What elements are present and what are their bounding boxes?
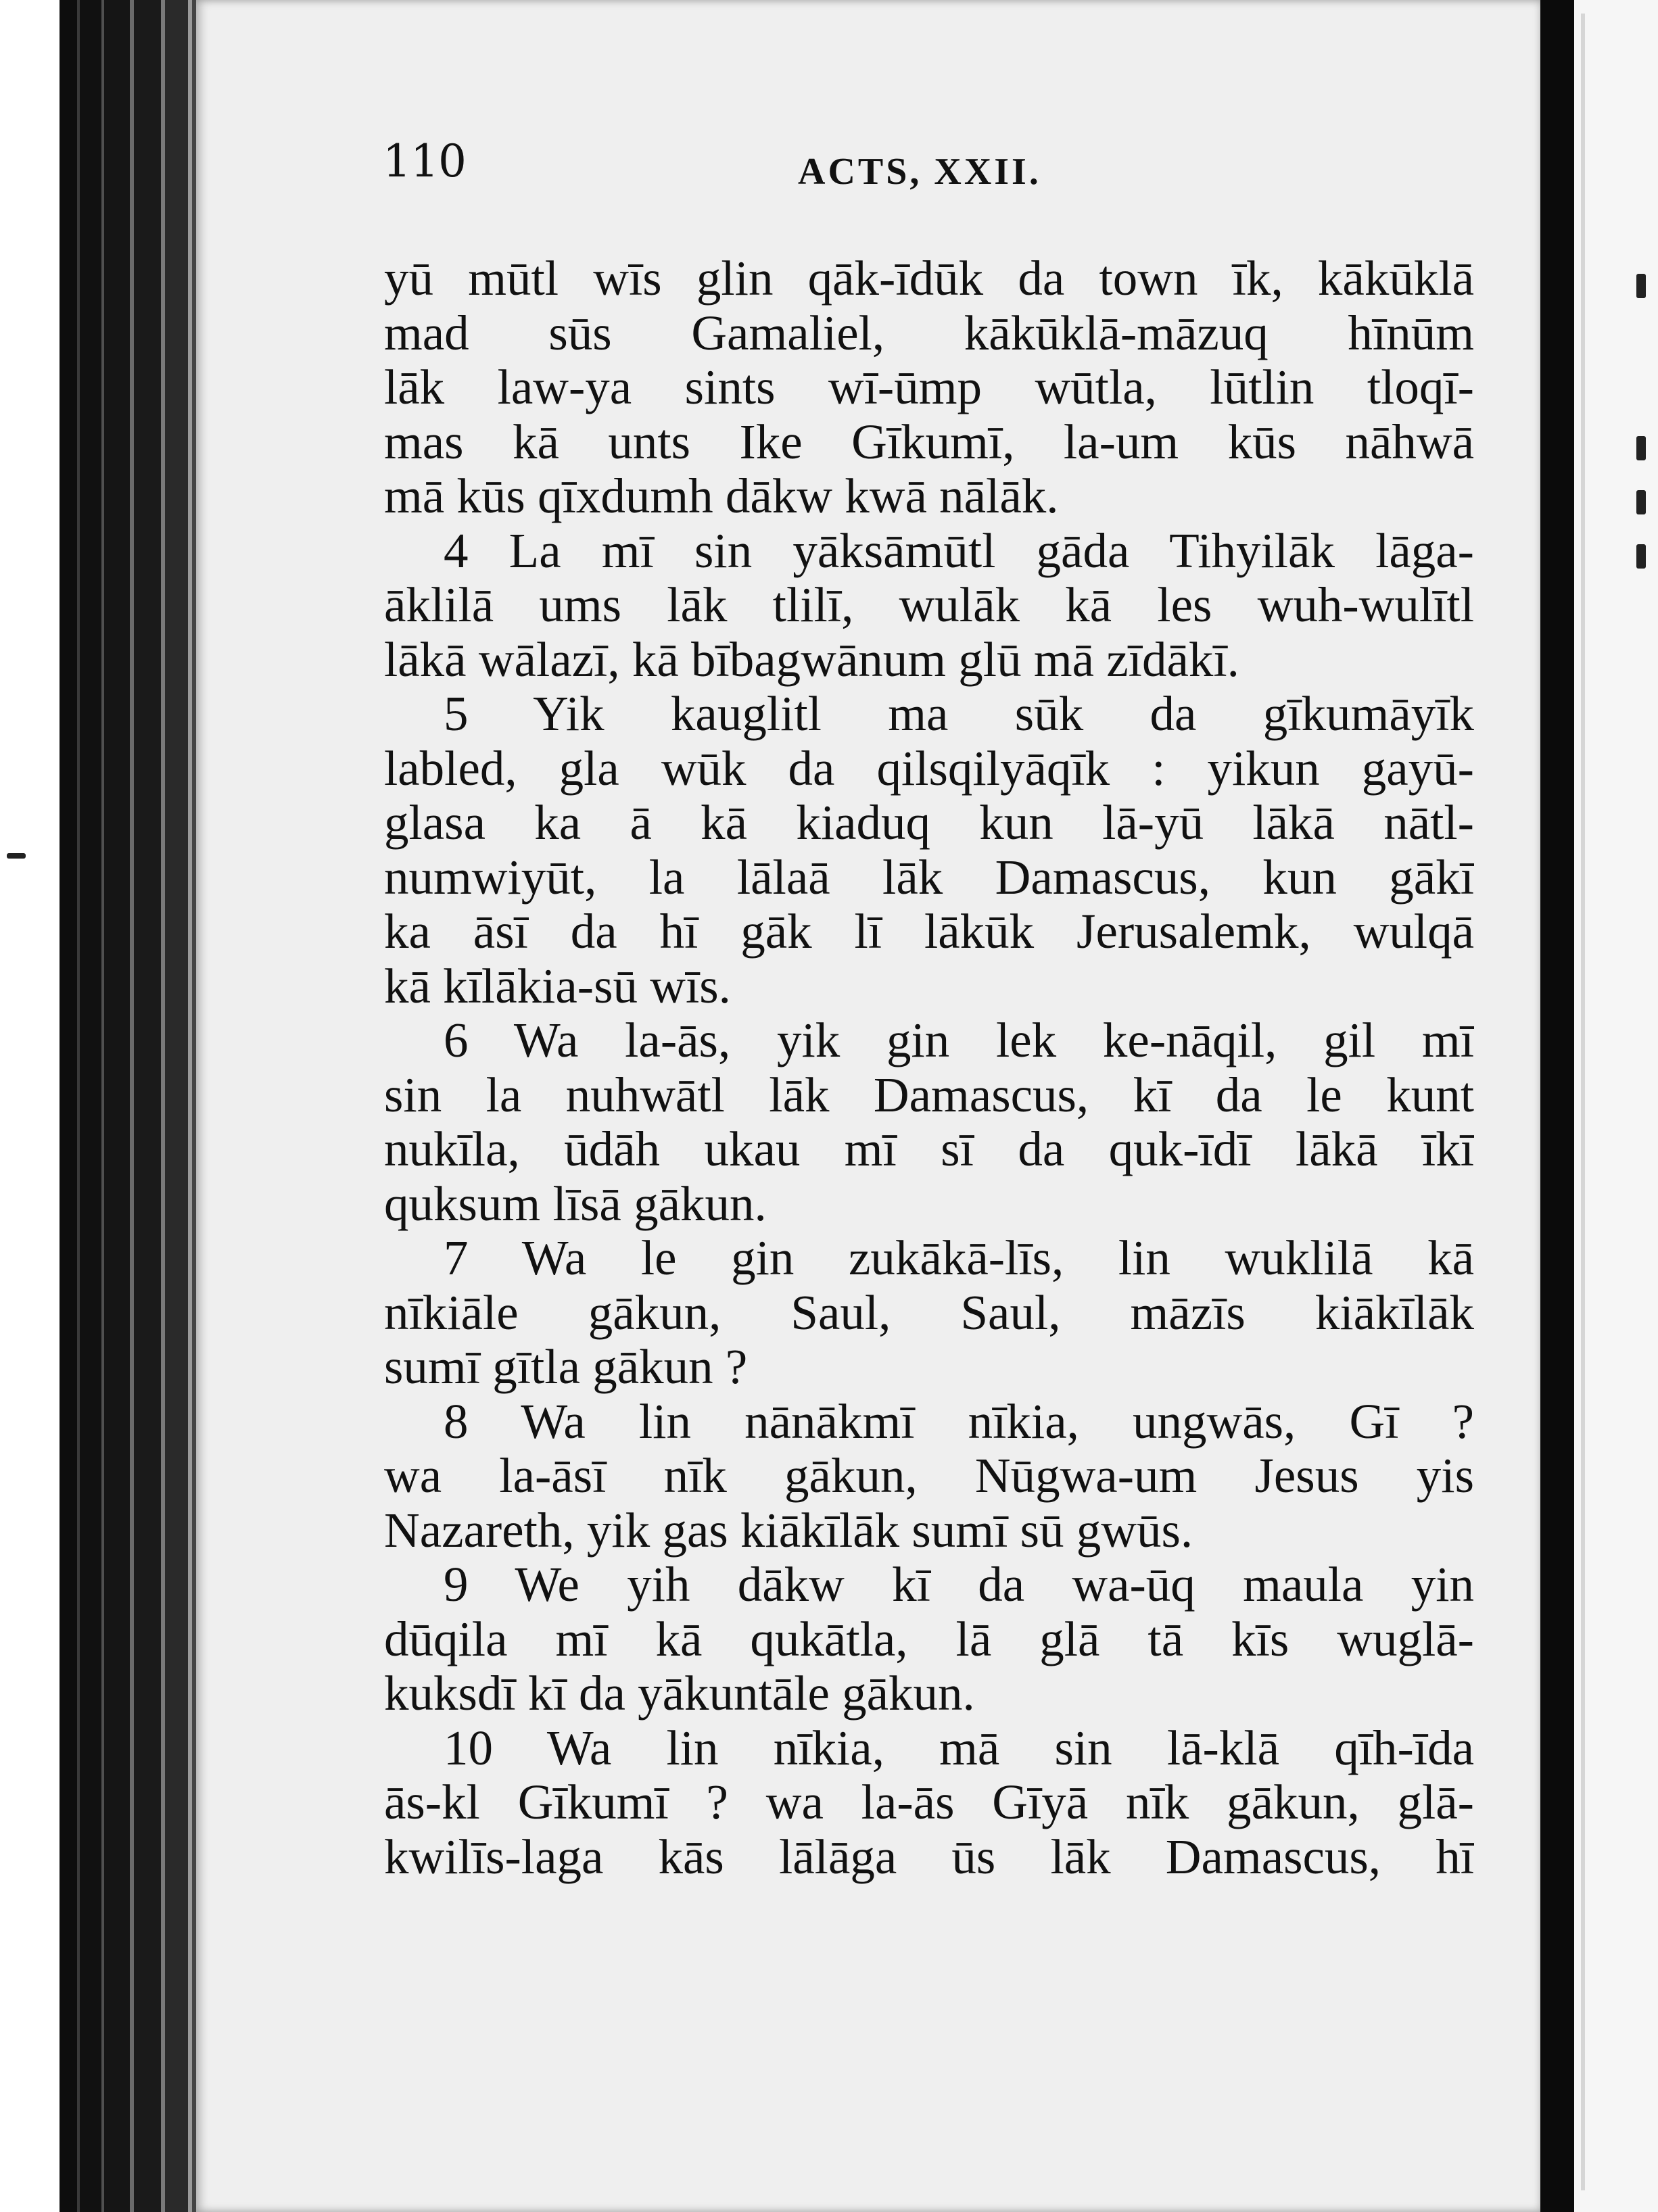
page-number: 110 bbox=[383, 135, 466, 187]
text-line: kā kīlākia-sū wīs. bbox=[384, 959, 731, 1013]
text-line: Nazareth, yik gas kiākīlāk sumī sū gwūs. bbox=[384, 1503, 1193, 1558]
text-line: lākā wālazī, kā bībagwānum glū mā zīdākī. bbox=[384, 632, 1239, 687]
scan-speck bbox=[7, 853, 26, 859]
text-line: glasa ka ā kā kiaduq kun lā-yū lākā nātl- bbox=[384, 796, 1474, 850]
text-line: mā kūs qīxdumh dākw kwā nālāk. bbox=[384, 469, 1059, 523]
verse-start-line: 10 Wa lin nīkia, mā sin lā-klā qīh-īda bbox=[444, 1721, 1474, 1775]
verse-start-line: 9 We yih dākw kī da wa-ūq maula yin bbox=[444, 1558, 1474, 1612]
text-line: ās-kl Gīkumī ? wa la-ās Gīyā nīk gākun, glā- bbox=[384, 1775, 1474, 1829]
text-line: quksum līsā gākun. bbox=[384, 1176, 767, 1231]
text-line: lāk law-ya sints wī-ūmp wūtla, lūtlin tloqī- bbox=[384, 360, 1474, 414]
text-line: āklilā ums lāk tlilī, wulāk kā les wuh-wulītl bbox=[384, 578, 1474, 632]
running-head: ACTS, XXII. bbox=[798, 151, 1041, 193]
verse-start-line: 6 Wa la-ās, yik gin lek ke-nāqil, gil mī bbox=[444, 1013, 1474, 1067]
adjacent-page-glyph-fragment bbox=[1636, 436, 1646, 460]
text-line: ka āsī da hī gāk lī lākūk Jerusalemk, wulqā bbox=[384, 905, 1474, 959]
text-line: sin la nuhwātl lāk Damascus, kī da le kunt bbox=[384, 1067, 1474, 1122]
adjacent-page-glyph-fragment bbox=[1636, 544, 1646, 569]
verse-start-line: 8 Wa lin nānākmī nīkia, ungwās, Gī ? bbox=[444, 1394, 1474, 1449]
adjacent-page-edge bbox=[1581, 14, 1585, 2190]
adjacent-page-glyph-fragment bbox=[1636, 274, 1646, 298]
book-binding-edges bbox=[60, 0, 208, 2212]
text-line: dūqila mī kā qukātla, lā glā tā kīs wuglā- bbox=[384, 1612, 1474, 1666]
verse-start-line: 7 Wa le gin zukākā-līs, lin wuklilā kā bbox=[444, 1231, 1474, 1285]
text-line: wa la-āsī nīk gākun, Nūgwa-um Jesus yis bbox=[384, 1449, 1474, 1503]
text-line: nīkiāle gākun, Saul, Saul, māzīs kiākīlāk bbox=[384, 1285, 1474, 1340]
adjacent-page-glyph-fragment bbox=[1636, 490, 1646, 514]
text-line: nukīla, ūdāh ukau mī sī da quk-īdī lākā īkī bbox=[384, 1122, 1474, 1176]
text-line: mad sūs Gamaliel, kākūklā-māzuq hīnūm bbox=[384, 306, 1474, 360]
text-line: yū mūtl wīs glin qāk-īdūk da town īk, kākūklā bbox=[384, 251, 1474, 306]
text-line: kwilīs-laga kās lālāga ūs lāk Damascus, hī bbox=[384, 1829, 1474, 1884]
text-line: sumī gītla gākun ? bbox=[384, 1340, 748, 1394]
verse-start-line: 4 La mī sin yāksāmūtl gāda Tihyilāk lāga- bbox=[444, 523, 1474, 578]
page-gutter bbox=[1540, 0, 1574, 2212]
text-line: labled, gla wūk da qilsqilyāqīk : yikun gayū- bbox=[384, 741, 1474, 796]
verse-start-line: 5 Yik kauglitl ma sūk da gīkumāyīk bbox=[444, 687, 1474, 741]
body-text bbox=[384, 251, 1474, 1884]
text-line: mas kā unts Ike Gīkumī, la-um kūs nāhwā bbox=[384, 414, 1474, 469]
text-line: numwiyūt, la lālaā lāk Damascus, kun gākī bbox=[384, 850, 1474, 905]
adjacent-page-sliver bbox=[1574, 0, 1658, 2212]
text-line: kuksdī kī da yākuntāle gākun. bbox=[384, 1666, 975, 1721]
